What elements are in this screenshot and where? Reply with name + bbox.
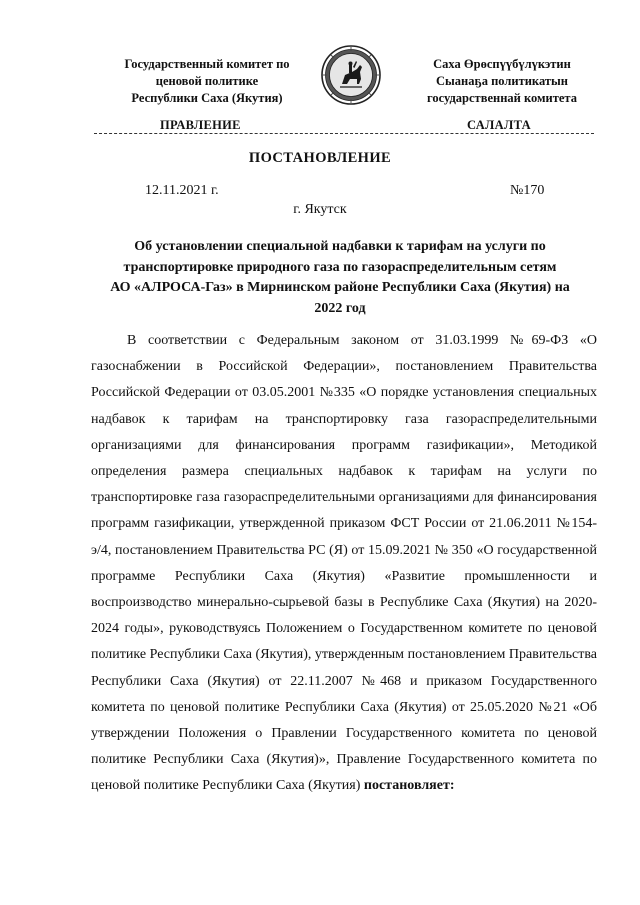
document-city: г. Якутск bbox=[293, 202, 347, 217]
document-number: №170 bbox=[510, 183, 545, 198]
header-right-line-3: государственнай комитета bbox=[427, 91, 577, 105]
document-subject bbox=[80, 237, 600, 319]
body-paragraph bbox=[91, 328, 597, 800]
header-right-org-name bbox=[402, 56, 602, 107]
document-date: 12.11.2021 г. bbox=[145, 183, 219, 198]
subject-line-4: 2022 год bbox=[314, 300, 366, 316]
header-right-line-1: Саха Өрөспүүбүлүкэтин bbox=[433, 57, 571, 71]
board-label-sah: САЛАЛТА bbox=[467, 118, 531, 132]
document-title: ПОСТАНОВЛЕНИЕ bbox=[248, 150, 392, 166]
subject-line-1: Об установлении специальной надбавки к тарифам на услуги по bbox=[134, 239, 546, 254]
header-left-org-name bbox=[96, 56, 318, 107]
subject-line-2: транспортировке природного газа по газораспределительным сетям bbox=[123, 259, 557, 275]
coat-of-arms-icon bbox=[320, 44, 382, 106]
body-bold-ending: постановляет: bbox=[363, 778, 455, 794]
header-left-line-2: ценовой политике bbox=[155, 74, 259, 88]
header-left-line-3: Республики Саха (Якутия) bbox=[131, 91, 283, 105]
board-label-ru: ПРАВЛЕНИЕ bbox=[160, 118, 241, 132]
header-right-line-2: Сыанаҕа политикатын bbox=[436, 74, 568, 88]
subject-line-3: АО «АЛРОСА-Газ» в Мирнинском районе Республики Саха (Якутия) на bbox=[110, 280, 570, 295]
header-left-line-1: Государственный комитет по bbox=[124, 57, 290, 71]
body-text: В соответствии с Федеральным законом от 31.03.1999 №69-ФЗ «О газоснабжении в Российской Федерации», постановлением Правительства Российской Федерации от 03.05.2001 №335 «О порядке установления специальных надбавок к тарифам на транспортировку газа газораспределительными организациями для финансирования программ газификации», Методикой определения размера специальных надбавок к тарифам на услуги по транспортировке газа газораспределительными организациями для финансирования программ газификации, утвержденной приказом ФСТ России от 21.06.2011 №154-э/4, постановлением Правительства РС (Я) от 15.09.2021 № 350 «О государственной программе Республики Саха (Якутия) «Развитие промышленности и воспроизводство минерально-сырьевой базы в Республике Саха (Якутия) на 2020-2024 годы», руководствуясь Положением о Государственном комитете по ценовой политике Республики Саха (Якутия), утвержденным постановлением Правительства Республики Саха (Якутия) от 22.11.2007 №468 и приказом Государственного комитета по ценовой политике Республики Саха (Якутия) от 25.05.2020 №21 «Об утверждении Положения о Правлении Государственного комитета по ценовой политике Республики Саха (Якутия)», Правление Государственного комитета по ценовой политике Республики Саха (Якутия) bbox=[91, 333, 597, 794]
header-divider bbox=[94, 133, 594, 134]
